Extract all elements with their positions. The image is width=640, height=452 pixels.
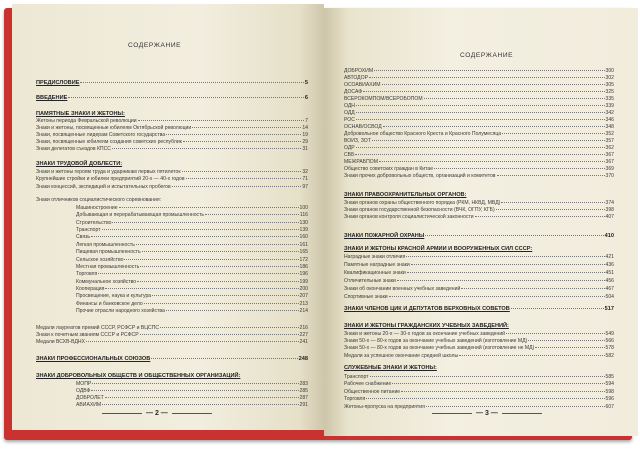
- toc-entry-label: СВБ: [344, 152, 355, 158]
- toc-entry-label: Пищевая промышленность: [76, 249, 141, 255]
- toc-entry-label: Знаки концессий, экспедиций и испытательных пробегов: [36, 184, 171, 190]
- toc-entry: [344, 75, 614, 81]
- dot-leader: [461, 288, 604, 289]
- toc-entry-label: ОСНАВ/ОСВОД: [344, 124, 382, 130]
- toc-entry: [344, 345, 614, 351]
- toc-entry: [344, 331, 614, 337]
- toc-entry-page: 374: [605, 200, 614, 206]
- toc-entry-page: 100: [299, 205, 308, 211]
- dot-leader: [136, 244, 299, 245]
- toc-entry: [76, 234, 308, 240]
- toc-entry-label: Медали лауреатов премий СССР, РСФСР и ВЦСПС: [36, 325, 160, 331]
- toc-section: [36, 111, 308, 117]
- toc-entry-label: ОДД: [344, 110, 355, 116]
- toc-entry-page: 342: [605, 110, 614, 116]
- toc-entry: [344, 270, 614, 276]
- toc-entry-page: 19: [302, 132, 308, 138]
- toc-entry: [344, 166, 614, 172]
- toc-entry-page: 214: [299, 308, 308, 314]
- toc-entry: [76, 293, 308, 299]
- toc-entry-page: 14: [302, 125, 308, 131]
- dot-leader: [497, 175, 605, 176]
- toc-entry-label: Знаки, посвященные юбилеям создания советских республик: [36, 139, 182, 145]
- toc-entry-page: 186: [299, 264, 308, 270]
- dot-leader: [119, 207, 299, 208]
- toc-entry: [36, 325, 308, 331]
- dot-leader: [383, 126, 605, 127]
- toc-entry-label: ЗНАКИ ПРАВООХРАНИТЕЛЬНЫХ ОРГАНОВ:: [344, 192, 467, 198]
- toc-entry-label: ВВЕДЕНИЕ: [36, 95, 68, 101]
- toc-entry-page: 29: [302, 139, 308, 145]
- dot-leader: [496, 209, 605, 210]
- toc-entry: [76, 227, 308, 233]
- page-title: СОДЕРЖАНИЕ: [128, 42, 182, 49]
- dot-leader: [424, 98, 605, 99]
- toc-entry: [344, 145, 614, 151]
- page-title: СОДЕРЖАНИЕ: [460, 52, 514, 59]
- toc-entry-label: ОДР: [344, 145, 355, 151]
- toc-entry: [36, 146, 308, 152]
- toc-entry: [344, 124, 614, 130]
- toc-section: [36, 80, 308, 86]
- toc-entry: [76, 205, 308, 211]
- dot-leader: [186, 178, 302, 179]
- toc-entry: [344, 159, 614, 165]
- toc-entry: [344, 338, 614, 344]
- toc-entry-label: Жетоны периода Февральской революции: [36, 118, 137, 124]
- toc-entry-page: 287: [299, 395, 308, 401]
- toc-entry-page: 348: [605, 124, 614, 130]
- toc-entry: [344, 131, 614, 137]
- toc-entry-label: Знаки органов контроля социалистической законности: [344, 214, 474, 220]
- toc-entry-label: ЗНАКИ ДОБРОВОЛЬНЫХ ОБЩЕСТВ И ОБЩЕСТВЕННЫХ ОРГАНИЗАЦИЙ:: [36, 373, 241, 379]
- toc-entry: [36, 125, 308, 131]
- toc-entry: [36, 132, 308, 138]
- dot-leader: [91, 390, 298, 391]
- toc-section: [344, 192, 614, 198]
- dot-leader: [355, 154, 604, 155]
- toc-entry-label: Памятные наградные знаки: [344, 262, 410, 268]
- dot-leader: [356, 105, 605, 106]
- toc-entry-page: 370: [605, 173, 614, 179]
- toc-entry-page: 160: [299, 234, 308, 240]
- page-number: — 3 —: [428, 410, 546, 417]
- toc-entry-page: 116: [299, 212, 308, 218]
- dot-leader: [389, 296, 605, 297]
- toc-entry: [344, 138, 614, 144]
- toc-entry-page: 582: [605, 353, 614, 359]
- dot-leader: [363, 91, 604, 92]
- toc-entry: [344, 82, 614, 88]
- toc-section: [344, 246, 614, 252]
- dot-leader: [407, 272, 605, 273]
- toc-entry-label: МЕЖРАБПОМ: [344, 159, 379, 165]
- dot-leader: [172, 186, 302, 187]
- toc-entry: [344, 200, 614, 206]
- toc-entry: [344, 294, 614, 300]
- toc-entry-label: ЗНАКИ ТРУДОВОЙ ДОБЛЕСТИ:: [36, 161, 123, 167]
- toc-entry: [344, 353, 614, 359]
- toc-entry: [76, 271, 308, 277]
- toc-entry-page: 325: [605, 89, 614, 95]
- toc-entry: [36, 184, 308, 190]
- toc-entry-page: 227: [299, 332, 308, 338]
- toc-section: [344, 233, 614, 239]
- toc-entry-page: 398: [605, 207, 614, 213]
- toc-entry: [344, 173, 614, 179]
- toc-entry-page: 578: [605, 345, 614, 351]
- dot-leader: [501, 202, 604, 203]
- toc-entry-page: 172: [299, 257, 308, 263]
- toc-entry-label: АВТОДОР: [344, 75, 368, 81]
- dot-leader: [105, 397, 299, 398]
- toc-entry: [344, 286, 614, 292]
- toc-entry-page: 456: [605, 278, 614, 284]
- toc-entry-page: 352: [605, 131, 614, 137]
- dot-leader: [124, 259, 298, 260]
- dot-leader: [528, 340, 604, 341]
- toc-entry: [344, 262, 614, 268]
- toc-entry-page: 436: [605, 262, 614, 268]
- toc-entry-page: 196: [299, 271, 308, 277]
- toc-entry-page: 504: [605, 294, 614, 300]
- dot-leader: [502, 133, 604, 134]
- dot-leader: [152, 295, 298, 296]
- dot-leader: [192, 127, 301, 128]
- toc-entry-page: 367: [605, 159, 614, 165]
- toc-entry-label: Квалификационные знаки: [344, 270, 406, 276]
- toc-entry-label: Знаки, посвященные лидерам Советского государства: [36, 132, 166, 138]
- toc-entry-page: 7: [305, 118, 308, 124]
- dot-leader: [102, 229, 299, 230]
- toc-entry: [344, 254, 614, 260]
- toc-entry-label: Рабочее снабжение: [344, 381, 392, 387]
- toc-entry: [344, 207, 614, 213]
- dot-leader: [205, 214, 299, 215]
- toc-entry-page: 407: [605, 214, 614, 220]
- toc-section: [344, 323, 614, 329]
- dot-leader: [356, 112, 605, 113]
- toc-entry: [344, 374, 614, 380]
- toc-entry-page: 607: [605, 404, 614, 410]
- toc-entry-label: Крупнейшие стройки и юбилеи предприятий 20-х — 40-х годов: [36, 176, 185, 182]
- toc-entry: [344, 110, 614, 116]
- dot-leader: [506, 333, 604, 334]
- toc-entry-page: 199: [299, 279, 308, 285]
- dot-leader: [98, 273, 298, 274]
- toc-entry: [76, 388, 308, 394]
- toc-entry-page: 357: [605, 138, 614, 144]
- dot-leader: [144, 303, 299, 304]
- toc-entry-page: 300: [605, 68, 614, 74]
- dot-leader: [151, 358, 297, 359]
- toc-entry-page: 598: [605, 389, 614, 395]
- toc-entry-label: Транспорт: [76, 227, 101, 233]
- dot-leader: [382, 84, 605, 85]
- toc-entry-label: ОСОАВИАХИМ: [344, 82, 381, 88]
- toc-entry-page: 207: [299, 293, 308, 299]
- dot-leader: [140, 334, 299, 335]
- toc-entry-page: 362: [605, 145, 614, 151]
- toc-entry: [36, 139, 308, 145]
- toc-entry-label: ВОИЗ, ЗОТ: [344, 138, 371, 144]
- toc-entry-label: Добровольное общество Красного Креста и Красного Полумесяца: [344, 131, 502, 137]
- open-book: [4, 2, 638, 448]
- toc-entry-label: Знаки 50-х — 80-х годов за окончание учебных заведений (изготовление МД): [344, 338, 528, 344]
- toc-entry: [76, 308, 308, 314]
- toc-entry-page: 283: [299, 381, 308, 387]
- dot-leader: [80, 82, 303, 83]
- toc-entry-label: Знаки и жетоны, посвященные юбилеям Октябрьской революции: [36, 125, 192, 131]
- toc-entry: [76, 212, 308, 218]
- toc-entry-label: ЗНАКИ ЧЛЕНОВ ЦИК И ДЕПУТАТОВ ВЕРХОВНЫХ СОВЕТОВ: [344, 306, 510, 312]
- dot-leader: [425, 235, 603, 236]
- toc-entry-page: 566: [605, 338, 614, 344]
- toc-entry: [344, 396, 614, 402]
- toc-entry-label: Знаки и жетоны 20-х — 30-х годов за окончание учебных заведений: [344, 331, 506, 337]
- toc-entry-label: Просвещение, наука и культура: [76, 293, 152, 299]
- toc-entry-label: Знаки к почетным званиям СССР и РСФСР: [36, 332, 139, 338]
- toc-entry-page: 71: [302, 176, 308, 182]
- dot-leader: [459, 355, 604, 356]
- toc-entry-label: Знаки 50-х — 80-х годов за окончание учебных заведений (изготовление не МД): [344, 345, 535, 351]
- toc-entry-page: 6: [304, 95, 308, 101]
- toc-entry-label: Машиностроение: [76, 205, 118, 211]
- dot-leader: [102, 404, 298, 405]
- toc-entry: [76, 249, 308, 255]
- toc-entry: [36, 197, 308, 203]
- toc-entry: [344, 214, 614, 220]
- toc-entry: [76, 220, 308, 226]
- toc-entry-label: ЗНАКИ И ЖЕТОНЫ ГРАЖДАНСКИХ УЧЕБНЫХ ЗАВЕДЕНИЙ:: [344, 323, 509, 329]
- toc-entry: [76, 381, 308, 387]
- toc-entry-label: ОДН: [344, 103, 355, 109]
- toc-entry-label: Знаки делегатов съездов КПСС: [36, 146, 111, 152]
- toc-entry: [76, 301, 308, 307]
- toc-entry: [76, 402, 308, 408]
- toc-entry-label: ВСЕРОКОМПОМ/ВСЕРОБОПОМ: [344, 96, 423, 102]
- toc-entry-label: ЗНАКИ И ЖЕТОНЫ КРАСНОЙ АРМИИ И ВООРУЖЕННЫХ СИЛ СССР:: [344, 246, 533, 252]
- dot-leader: [401, 391, 604, 392]
- toc-entry-label: РОС: [344, 117, 355, 123]
- dot-leader: [105, 288, 298, 289]
- toc-entry-page: 213: [299, 301, 308, 307]
- toc-entry-page: 285: [299, 388, 308, 394]
- toc-entry: [344, 89, 614, 95]
- toc-entry: [76, 286, 308, 292]
- toc-entry: [76, 257, 308, 263]
- toc-entry-label: Сельское хозяйство: [76, 257, 124, 263]
- toc-entry: [344, 152, 614, 158]
- dot-leader: [374, 70, 604, 71]
- dot-leader: [112, 222, 298, 223]
- dot-leader: [426, 406, 605, 407]
- toc-entry-page: 31: [302, 146, 308, 152]
- toc-entry-page: 369: [605, 166, 614, 172]
- toc-entry-page: 517: [604, 306, 614, 312]
- toc-entry-label: Связь: [76, 234, 91, 240]
- toc-entry: [76, 395, 308, 401]
- toc-entry: [76, 264, 308, 270]
- dot-leader: [535, 347, 604, 348]
- toc-entry: [36, 339, 308, 345]
- toc-entry-page: 241: [299, 339, 308, 345]
- toc-entry: [344, 117, 614, 123]
- dot-leader: [379, 161, 604, 162]
- toc-entry: [344, 68, 614, 74]
- dot-leader: [372, 140, 605, 141]
- toc-entry-page: 302: [605, 75, 614, 81]
- toc-entry: [76, 279, 308, 285]
- toc-entry-page: 594: [605, 381, 614, 387]
- dot-leader: [68, 97, 304, 98]
- dot-leader: [166, 134, 301, 135]
- toc-entry-label: Торговля: [76, 271, 98, 277]
- toc-entry-page: 410: [604, 233, 614, 239]
- toc-entry-page: 339: [605, 103, 614, 109]
- toc-entry-label: МОПР: [76, 381, 92, 387]
- dot-leader: [397, 280, 605, 281]
- dot-leader: [434, 168, 604, 169]
- toc-entry-page: 200: [299, 286, 308, 292]
- toc-entry-label: Спортивные знаки: [344, 294, 388, 300]
- toc-entry-label: ПАМЯТНЫЕ ЗНАКИ И ЖЕТОНЫ:: [36, 111, 125, 117]
- toc-entry-label: ДОБРОХИМ: [344, 68, 374, 74]
- dot-leader: [183, 141, 301, 142]
- toc-entry-label: Знаки об окончании военных учебных заведений: [344, 286, 461, 292]
- toc-entry-label: Знаки органов охраны общественного порядка (РКМ, НКВД, МВД): [344, 200, 501, 206]
- toc-entry-label: Медали ВСХВ-ВДНХ: [36, 339, 85, 345]
- toc-entry-label: Торговля: [344, 396, 366, 402]
- toc-entry: [344, 278, 614, 284]
- toc-entry-label: Знаки органов государственной безопасности (ВЧК, ОГПУ, КГБ): [344, 207, 495, 213]
- toc-entry-label: ДОСАФ: [344, 89, 363, 95]
- dot-leader: [356, 147, 605, 148]
- toc-entry-page: 139: [299, 227, 308, 233]
- dot-leader: [160, 327, 298, 328]
- toc-entry-label: Медали за успешное окончание средней школы: [344, 353, 459, 359]
- dot-leader: [411, 264, 605, 265]
- toc-entry-label: Отличительные знаки: [344, 278, 396, 284]
- toc-entry: [344, 389, 614, 395]
- toc-entry-label: Легкая промышленность: [76, 242, 135, 248]
- toc-entry-page: 585: [605, 374, 614, 380]
- toc-entry-page: 130: [299, 220, 308, 226]
- toc-entry-page: 216: [299, 325, 308, 331]
- dot-leader: [138, 120, 305, 121]
- toc-entry-label: Финансы и банковское дело: [76, 301, 143, 307]
- toc-entry-page: 467: [605, 286, 614, 292]
- dot-leader: [112, 148, 301, 149]
- toc-entry-label: ОДВФ: [76, 388, 91, 394]
- toc-entry-label: Знаки отличников социалистического соревнования:: [36, 197, 162, 203]
- toc-entry-label: Жетоны-пропуска на предприятия: [344, 404, 425, 410]
- toc-entry-page: 451: [605, 270, 614, 276]
- toc-entry-label: Строительство: [76, 220, 112, 226]
- dot-leader: [406, 256, 604, 257]
- dot-leader: [137, 281, 298, 282]
- toc-section: [36, 161, 308, 167]
- toc-entry: [36, 118, 308, 124]
- toc-entry: [344, 96, 614, 102]
- toc-entry-page: 5: [304, 80, 308, 86]
- toc-entry-page: 346: [605, 117, 614, 123]
- toc-entry-label: Транспорт: [344, 374, 369, 380]
- toc-entry-page: 32: [302, 169, 308, 175]
- toc-entry-label: Кооперация: [76, 286, 105, 292]
- dot-leader: [370, 376, 605, 377]
- toc-entry-label: ЗНАКИ ПОЖАРНОЙ ОХРАНЫ: [344, 233, 425, 239]
- toc-entry-page: 161: [299, 242, 308, 248]
- toc-entry: [344, 103, 614, 109]
- toc-entry-label: Местная промышленность: [76, 264, 140, 270]
- toc-entry-page: 291: [299, 402, 308, 408]
- dot-leader: [92, 383, 298, 384]
- toc-entry: [76, 242, 308, 248]
- toc-entry-label: АВИАХИМ: [76, 402, 102, 408]
- dot-leader: [166, 310, 299, 311]
- toc-entry-page: 97: [302, 184, 308, 190]
- toc-entry-page: 305: [605, 82, 614, 88]
- toc-entry-page: 421: [605, 254, 614, 260]
- toc-entry: [344, 381, 614, 387]
- toc-entry: [36, 169, 308, 175]
- toc-entry-page: 165: [299, 249, 308, 255]
- toc-entry-page: 248: [298, 356, 308, 362]
- toc-entry-label: ПРЕДИСЛОВИЕ: [36, 80, 80, 86]
- dot-leader: [366, 398, 604, 399]
- right-page: [324, 8, 638, 436]
- toc-section: [344, 365, 614, 371]
- dot-leader: [356, 119, 605, 120]
- toc-entry-label: Знаки прочих добровольных обществ, организаций и комитетов: [344, 173, 496, 179]
- toc-entry-label: Прочие отрасли народного хозяйства: [76, 308, 165, 314]
- toc-entry-label: Общественное питание: [344, 389, 401, 395]
- left-page: [12, 4, 324, 430]
- toc-entry-page: 596: [605, 396, 614, 402]
- toc-section: [344, 306, 614, 312]
- dot-leader: [475, 216, 605, 217]
- toc-entry: [36, 332, 308, 338]
- toc-entry-label: Коммунальное хозяйство: [76, 279, 137, 285]
- toc-entry-page: 335: [605, 96, 614, 102]
- dot-leader: [86, 341, 299, 342]
- page-number: — 2 —: [98, 410, 216, 417]
- dot-leader: [369, 77, 605, 78]
- toc-entry-label: Добывающая и перерабатывающая промышленность: [76, 212, 205, 218]
- toc-section: [36, 373, 308, 379]
- toc-entry-page: 367: [605, 152, 614, 158]
- toc-entry-label: ЗНАКИ ПРОФЕССИОНАЛЬНЫХ СОЮЗОВ: [36, 356, 151, 362]
- dot-leader: [142, 251, 299, 252]
- toc-entry-page: 549: [605, 331, 614, 337]
- dot-leader: [511, 308, 604, 309]
- dot-leader: [91, 236, 298, 237]
- toc-entry: [36, 176, 308, 182]
- toc-section: [36, 356, 308, 362]
- dot-leader: [182, 171, 302, 172]
- dot-leader: [392, 383, 604, 384]
- toc-entry-label: Наградные знаки отличия: [344, 254, 406, 260]
- dot-leader: [140, 266, 298, 267]
- toc-section: [36, 95, 308, 101]
- toc-entry-label: Знаки и жетоны героям труда и ударникам первых пятилеток: [36, 169, 181, 175]
- toc-entry-label: Общество советских граждан в Китае: [344, 166, 434, 172]
- toc-entry-label: СЛУЖЕБНЫЕ ЗНАКИ И ЖЕТОНЫ:: [344, 365, 437, 371]
- toc-entry-label: ДОБРОЛЕТ: [76, 395, 104, 401]
